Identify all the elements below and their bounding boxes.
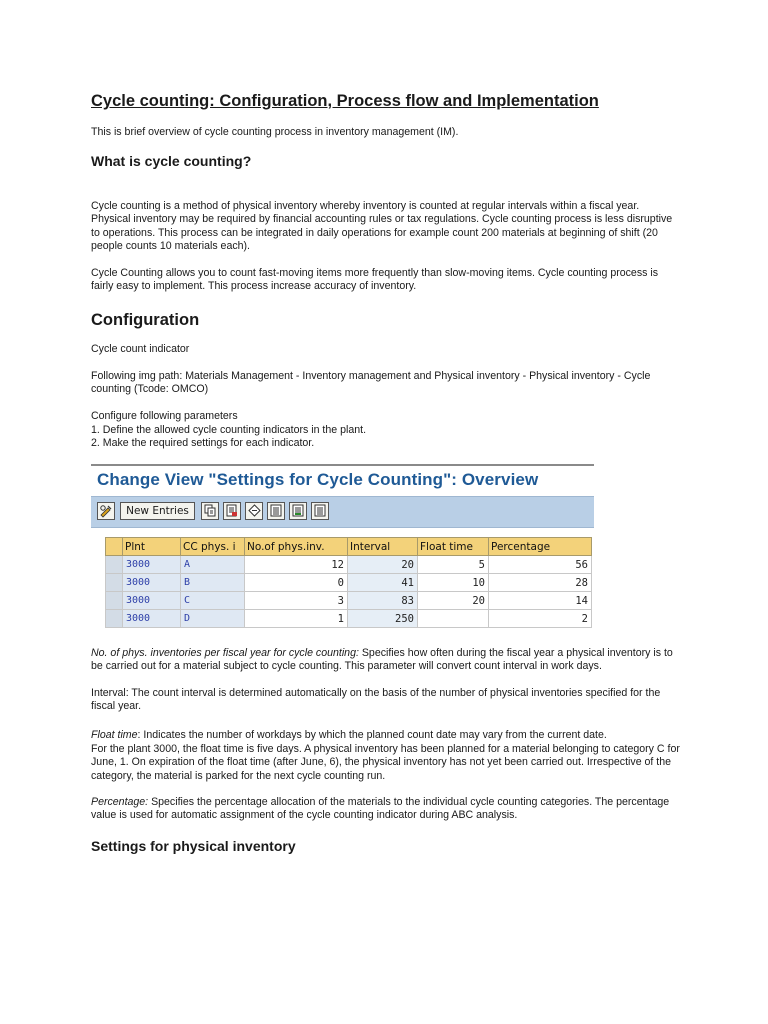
table-row	[106, 574, 592, 592]
table-row	[106, 592, 592, 610]
undo-change-icon[interactable]	[245, 502, 263, 520]
select-all-icon[interactable]	[267, 502, 285, 520]
row-selector[interactable]	[106, 592, 123, 610]
cc-indicator-cell[interactable]: C	[181, 592, 245, 610]
step-1: 1. Define the allowed cycle counting indicators in the plant.	[91, 424, 367, 436]
table-header-row	[106, 538, 592, 556]
sap-toolbar	[91, 496, 594, 528]
new-entries-button[interactable]: New Entries	[120, 502, 195, 520]
interval-cell[interactable]: 250	[348, 610, 418, 628]
delete-icon[interactable]	[223, 502, 241, 520]
interval-cell[interactable]: 83	[348, 592, 418, 610]
column-header[interactable]: CC phys. i	[181, 538, 245, 556]
definition-text: : Indicates the number of workdays by which the planned count date may vary from the current date.	[137, 729, 607, 741]
phys-inv-cell[interactable]: 3	[245, 592, 348, 610]
row-selector[interactable]	[106, 610, 123, 628]
sap-screen-title: Change View "Settings for Cycle Counting": Overview	[97, 470, 539, 489]
display-change-icon[interactable]	[97, 502, 115, 520]
definition-float-time	[91, 729, 681, 742]
definition-phys-inventories	[91, 647, 681, 674]
select-all-rows-cell[interactable]	[106, 538, 123, 556]
plant-cell[interactable]: 3000	[123, 610, 181, 628]
table-row	[106, 556, 592, 574]
cc-indicator-cell[interactable]: B	[181, 574, 245, 592]
phys-inv-cell[interactable]: 0	[245, 574, 348, 592]
column-header[interactable]: Percentage	[489, 538, 592, 556]
definition-text: Specifies how often during the fiscal year a physical inventory is to be carried out for a material subject to cycle counting. This parameter will convert count interval in work days.	[91, 647, 673, 673]
configure-parameters-heading: Configure following parameters	[91, 410, 238, 422]
cc-indicator-cell[interactable]: D	[181, 610, 245, 628]
plant-cell[interactable]: 3000	[123, 592, 181, 610]
select-block-icon[interactable]	[289, 502, 307, 520]
heading-configuration: Configuration	[91, 311, 200, 329]
interval-cell[interactable]: 41	[348, 574, 418, 592]
definition-paragraph: Cycle counting is a method of physical inventory whereby inventory is counted at regular intervals within a fiscal year. Physical inventory may be required by financial accounting rules or tax regulations. Cycle counting process is less disruptive to operations. This process can be integrated in daily operations for example count 200 materials at beginning of shift (20 people counts 10 materials each).	[91, 200, 673, 253]
definition-text: Specifies the percentage allocation of the materials to the individual cycle counting categories. The percentage value is used for automatic assignment of the cycle counting indicator during ABC analysis.	[91, 796, 670, 822]
float-time-cell[interactable]: 20	[418, 592, 489, 610]
heading-what-is-cycle-counting: What is cycle counting?	[91, 153, 252, 169]
intro-paragraph: This is brief overview of cycle counting process in inventory management (IM).	[91, 126, 459, 138]
benefits-paragraph: Cycle Counting allows you to count fast-moving items more frequently than slow-moving items. Cycle counting process is fairly easy to implement. This process increase accuracy of inventory.	[91, 267, 659, 293]
step-2: 2. Make the required settings for each indicator.	[91, 437, 315, 449]
phys-inv-cell[interactable]: 1	[245, 610, 348, 628]
column-header[interactable]: Interval	[348, 538, 418, 556]
row-selector[interactable]	[106, 556, 123, 574]
float-time-cell[interactable]: 5	[418, 556, 489, 574]
plant-cell[interactable]: 3000	[123, 574, 181, 592]
percentage-cell[interactable]: 14	[489, 592, 592, 610]
interval-cell[interactable]: 20	[348, 556, 418, 574]
cc-indicator-cell[interactable]: A	[181, 556, 245, 574]
definition-term: No. of phys. inventories per fiscal year for cycle counting:	[91, 647, 359, 659]
copy-as-icon[interactable]	[201, 502, 219, 520]
definition-term: Float time	[91, 729, 138, 741]
phys-inv-cell[interactable]: 12	[245, 556, 348, 574]
float-time-cell[interactable]: 10	[418, 574, 489, 592]
column-header[interactable]: No.of phys.inv.	[245, 538, 348, 556]
percentage-cell[interactable]: 2	[489, 610, 592, 628]
cycle-counting-settings-table	[105, 537, 592, 628]
column-header[interactable]: Float time	[418, 538, 489, 556]
table-row	[106, 610, 592, 628]
cycle-count-indicator-label: Cycle count indicator	[91, 343, 190, 355]
deselect-all-icon[interactable]	[311, 502, 329, 520]
plant-cell[interactable]: 3000	[123, 556, 181, 574]
document-title: Cycle counting: Configuration, Process flow and Implementation	[91, 92, 599, 110]
definition-interval: Interval: The count interval is determined automatically on the basis of the number of physical inventories specified for the fiscal year.	[91, 687, 661, 713]
img-path-paragraph: Following img path: Materials Management - Inventory management and Physical inventory - Physical inventory - Cycle counting (Tcode: OMCO)	[91, 370, 651, 396]
float-time-example: For the plant 3000, the float time is five days. A physical inventory has been planned for a material belonging to category C for June, 1. On expiration of the float time (after June, 6), the physical inventory has not yet been carried out. Irrespective of the category, the material is parked for the next cycle counting run.	[91, 743, 680, 782]
row-selector[interactable]	[106, 574, 123, 592]
heading-settings-physical-inventory: Settings for physical inventory	[91, 838, 296, 854]
definition-percentage	[91, 796, 681, 823]
percentage-cell[interactable]: 28	[489, 574, 592, 592]
percentage-cell[interactable]: 56	[489, 556, 592, 574]
divider	[91, 464, 594, 466]
definition-term: Percentage:	[91, 796, 149, 808]
column-header[interactable]: Plnt	[123, 538, 181, 556]
float-time-cell[interactable]	[418, 610, 489, 628]
